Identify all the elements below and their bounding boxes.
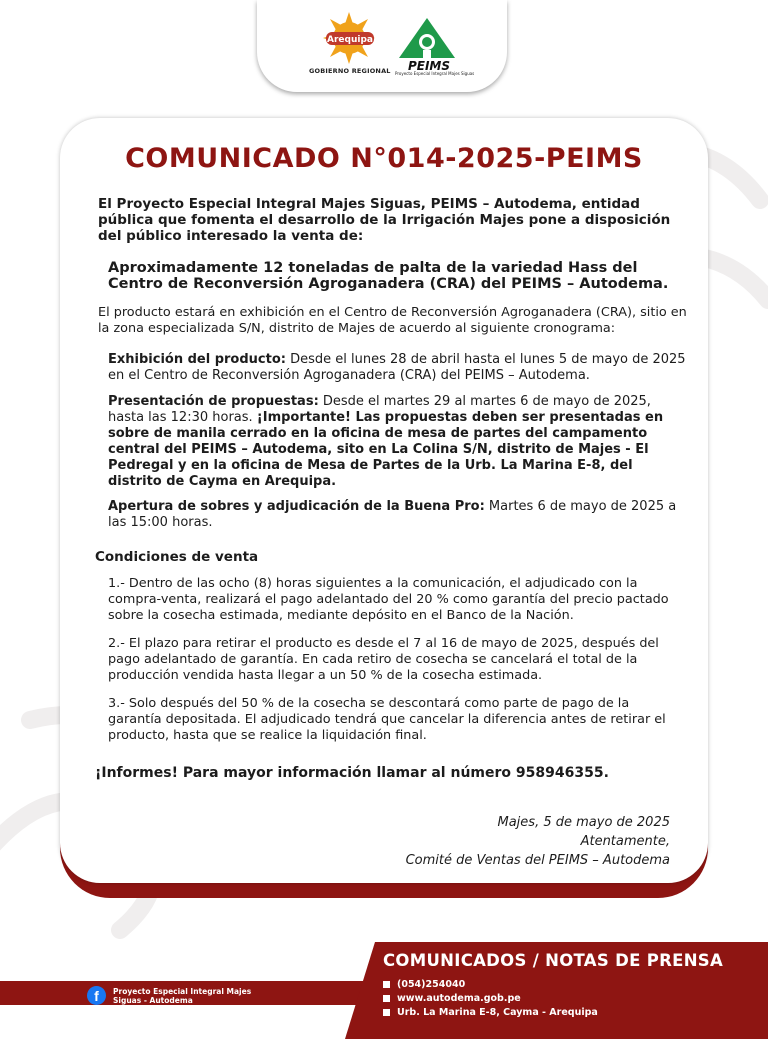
exhibition-paragraph: El producto estará en exhibición en el Centro de Reconversión Agroganadera (CRA), sitio en la zona especializada S/N, distrito de Majes de acuerdo al siguiente cronograma: bbox=[98, 305, 687, 336]
gobierno-regional-caption: GOBIERNO REGIONAL bbox=[309, 67, 391, 75]
gobierno-regional-logo bbox=[312, 10, 387, 70]
peims-logo-text: PEIMS bbox=[407, 59, 451, 72]
page-title: COMUNICADO N°014-2025-PEIMS bbox=[125, 143, 643, 174]
bullet-icon bbox=[383, 981, 390, 988]
contact-address: Urb. La Marina E-8, Cayma - Arequipa bbox=[383, 1007, 598, 1018]
signature-closing: Atentamente, bbox=[580, 834, 670, 849]
peims-logo bbox=[397, 16, 457, 72]
exhibicion-label: Exhibición del producto: bbox=[108, 352, 286, 367]
arequipa-logo-text: Arequipa bbox=[327, 35, 373, 45]
contact-phone: (054)254040 bbox=[383, 979, 465, 990]
condition-item: 3.- Solo después del 50 % de la cosecha se descontará como parte de pago de la garantía depositada. El adjudicado tendrá que cancelar la diferencia antes de retirar el producto, hasta que se realice la liquidación final. bbox=[108, 696, 666, 743]
presentacion-text: Desde el martes 29 al martes 6 de mayo de 2025, hasta las 12:30 horas. bbox=[108, 394, 651, 425]
signature-date: Majes, 5 de mayo de 2025 bbox=[497, 815, 670, 830]
signature-signer: Comité de Ventas del PEIMS – Autodema bbox=[405, 853, 670, 868]
footer-title: COMUNICADOS / NOTAS DE PRENSA bbox=[383, 951, 724, 970]
condition-item: 1.- Dentro de las ocho (8) horas siguientes a la comunicación, el adjudicado con la compra-venta, realizará el pago adelantado del 20 % como garantía del precio pactado sobre la cosecha estimada, mediante depósito en el Banco de la Nación. bbox=[108, 576, 669, 623]
schedule-exhibicion bbox=[108, 352, 686, 384]
product-highlight: Aproximadamente 12 toneladas de palta de la variedad Hass del Centro de Reconversión Agroganadera (CRA) del PEIMS – Autodema. bbox=[108, 260, 669, 292]
presentacion-important: ¡Importante! Las propuestas deben ser presentadas en sobre de manila cerrado en la oficina de mesa de partes del campamento central del PEIMS – Autodema, sito en La Colina S/N, distrito de Majes - El Pedregal y en la oficina de Mesa de Partes de la Urb. La Marina E-8, del distrito de Cayma en Arequipa. bbox=[108, 410, 664, 489]
condition-item: 2.- El plazo para retirar el producto es desde el 7 al 16 de mayo de 2025, después del pago adelantado de garantía. En cada retiro de cosecha se cancelará el total de la producción vendida hasta llegar a un 50 % de la cosecha estimada. bbox=[108, 636, 659, 683]
presentacion-label: Presentación de propuestas: bbox=[108, 394, 319, 409]
peims-caption: Proyecto Especial Integral Majes Siguas bbox=[395, 71, 475, 76]
schedule-presentacion bbox=[108, 394, 686, 490]
facebook-page-link[interactable]: Proyecto Especial Integral Majes Siguas - Autodema bbox=[113, 987, 252, 1005]
facebook-icon[interactable]: f bbox=[87, 986, 106, 1005]
intro-paragraph: El Proyecto Especial Integral Majes Siguas, PEIMS – Autodema, entidad pública que fomenta el desarrollo de la Irrigación Majes pone a disposición del público interesado la venta de: bbox=[98, 196, 671, 244]
bullet-icon bbox=[383, 1009, 390, 1016]
contact-web[interactable]: www.autodema.gob.pe bbox=[383, 993, 521, 1004]
exhibicion-text: Desde el lunes 28 de abril hasta el lunes 5 de mayo de 2025 en el Centro de Reconversión Agroganadera (CRA) del PEIMS – Autodema. bbox=[108, 352, 686, 383]
apertura-text: Martes 6 de mayo de 2025 a las 15:00 horas. bbox=[108, 499, 677, 530]
header-logos bbox=[257, 0, 507, 92]
informes-line: ¡Informes! Para mayor información llamar al número 958946355. bbox=[95, 765, 609, 781]
schedule-apertura bbox=[108, 499, 686, 531]
apertura-label: Apertura de sobres y adjudicación de la Buena Pro: bbox=[108, 499, 485, 514]
bullet-icon bbox=[383, 995, 390, 1002]
conditions-heading: Condiciones de venta bbox=[95, 549, 259, 565]
